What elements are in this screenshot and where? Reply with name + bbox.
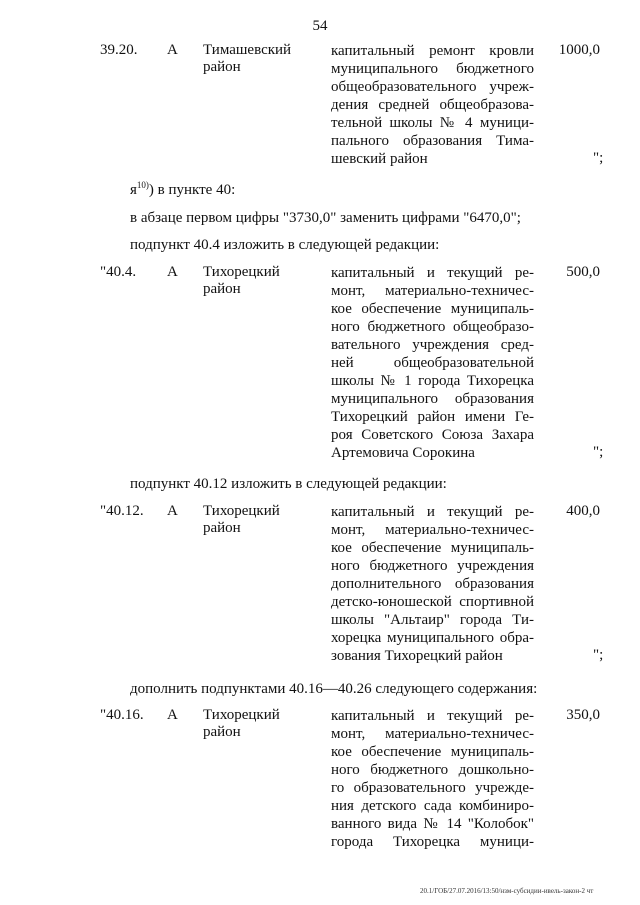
row-territory: Тихорецкий район xyxy=(203,264,280,297)
paragraph-add-subitems: дополнить подпунктами 40.16—40.26 следующего содержания: xyxy=(130,681,538,697)
closing-quote: "; xyxy=(593,647,604,663)
row-number: "40.16. xyxy=(100,707,144,723)
row-territory: Тихорецкий район xyxy=(203,707,280,740)
row-description: капитальный и текущий ре- монт, материально-техничес- кое обеспечение муниципаль- ного бюджетного общеобразо- вательного учреждения сред- ней общеобразовательной школы № 1 города Тихорецка муниципального образования Тихорецкий район имени Ге- роя Советского Союза Захара Артемовича Сорокина xyxy=(331,265,534,461)
row-number: "40.12. xyxy=(100,503,144,519)
row-description: капитальный и текущий ре- монт, материально-техничес- кое обеспечение муниципаль- ного бюджетного дошкольно- го образовательного учрежде- ния детского сада комбиниро- ванного вида № 14 "Колобок" города Тихорецка муници- xyxy=(331,708,534,850)
paragraph-replace-figures: в абзаце первом цифры "3730,0" заменить цифрами "6470,0"; xyxy=(130,210,521,226)
row-category: А xyxy=(167,503,178,519)
closing-quote: "; xyxy=(593,150,604,166)
row-territory: Тимашевский район xyxy=(203,42,292,75)
row-number: "40.4. xyxy=(100,264,137,280)
row-amount: 500,0 xyxy=(566,264,600,280)
paragraph-item-ya: $я^{10)}$) в пункте 40: xyxy=(130,180,236,198)
row-amount: 1000,0 xyxy=(558,42,600,58)
paragraph-404-intro: подпункт 40.4 изложить в следующей редакции: xyxy=(130,237,440,253)
row-number: 39.20. xyxy=(100,42,138,58)
paragraph-4012-intro: подпункт 40.12 изложить в следующей редакции: xyxy=(130,476,447,492)
row-amount: 350,0 xyxy=(566,707,600,723)
row-category: А xyxy=(167,264,178,280)
footer-doc-id: 20.1/ГОБ/27.07.2016/13:50/нзм-субсидии-ивель-закон-2 чт xyxy=(420,887,594,895)
page-number: 54 xyxy=(312,18,328,34)
row-category: А xyxy=(167,707,178,723)
closing-quote: "; xyxy=(593,444,604,460)
row-category: А xyxy=(167,42,178,58)
row-description: капитальный ремонт кровли муниципального бюджетного общеобразовательного учреж- дения средней общеобразова- тельной школы № 4 муници- пального образования Тима- шевский район xyxy=(331,43,534,167)
row-territory: Тихорецкий район xyxy=(203,503,280,536)
row-amount: 400,0 xyxy=(566,503,600,519)
row-description: капитальный и текущий ре- монт, материально-техничес- кое обеспечение муниципаль- ного бюджетного учреждения дополнительного образования детско-юношеской спортивной школы "Альтаир" города Ти- хорецка муниципального обра- зования Тихорецкий район xyxy=(331,504,534,664)
